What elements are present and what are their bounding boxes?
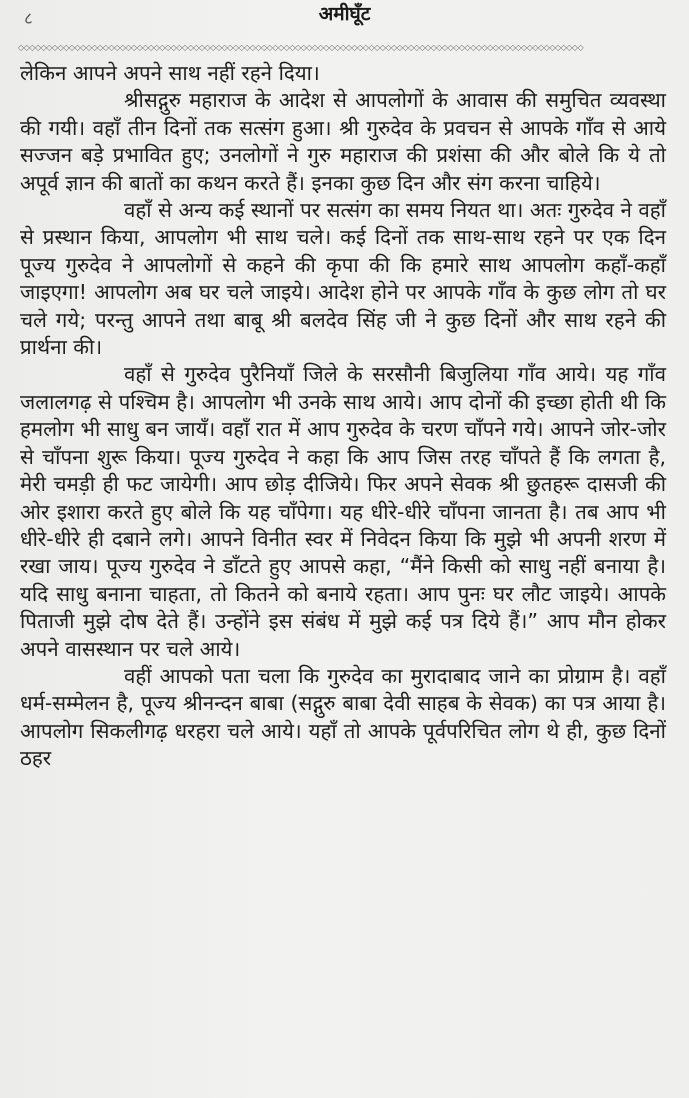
page-header bbox=[0, 0, 689, 52]
paragraph-1: लेकिन आपने अपने साथ नहीं रहने दिया। bbox=[20, 61, 320, 85]
paragraph-5: वहीं आपको पता चला कि गुरुदेव का मुरादाबाद जाने का प्रोग्राम है। वहाँ धर्म-सम्मेलन है, पूज्य श्रीनन्दन बाबा (सद्गुरु बाबा देवी साहब के सेवक) का पत्र आया है। आपलोग सिकलीगढ़ धरहरा चले आये। यहाँ तो आपके पूर्वपरिचित लोग थे ही, कुछ दिनों ठहर bbox=[20, 663, 666, 771]
running-title: अमीघूँट bbox=[318, 3, 371, 25]
paragraph-3: वहाँ से अन्य कई स्थानों पर सत्संग का समय नियत था। अतः गुरुदेव ने वहाँ से प्रस्थान किया, आपलोग भी साथ चले। कई दिनों तक साथ-साथ रहने पर एक दिन पूज्य गुरुदेव ने आपलोगों से कहने की कृपा की कि हमारे साथ आपलोग कहाँ-कहाँ जाइएगा! आपलोग अब घर चले जाइये। आदेश होने पर आपके गाँव के कुछ लोग तो घर चले गये; परन्तु आपने तथा बाबू श्री बलदेव सिंह जी ने कुछ दिनों और साथ रहने की प्रार्थना की। bbox=[20, 198, 667, 360]
paragraph-4: वहाँ से गुरुदेव पुरैनियाँ जिले के सरसौनी बिजुलिया गाँव आये। यह गाँव जलालगढ़ से पश्चिम है। आपलोग भी उनके साथ आये। आप दोनों की इच्छा होती थी कि हमलोग भी साधु बन जायँ। वहाँ रात में आप गुरुदेव के चरण चाँपने गये। आपने जोर-जोर से चाँपना शुरू किया। पूज्य गुरुदेव ने कहा कि आप जिस तरह चाँपते हैं कि लगता है, मेरी चमड़ी ही फट जायेगी। आप छोड़ दीजिये। फिर अपने सेवक श्री छुतहरू दासजी की ओर इशारा करते हुए बोले कि यह चाँपेगा। यह धीरे-धीरे चाँपना जानता है। तब आप भी धीरे-धीरे ही दबाने लगे। आपने विनीत स्वर में निवेदन किया कि मुझे भी अपनी शरण में रखा जाय। पूज्य गुरुदेव ने डाँटते हुए आपसे कहा, “मैंने किसी को साधु नहीं बनाया है। यदि साधु बनाना चाहता, तो कितने को बनाये रहता। आप पुनः घर लौट जाइये। आपके पिताजी मुझे दोष देते हैं। उन्होंने इस संबंध में मुझे कई पत्र दिये हैं।” आप मौन होकर अपने वासस्थान पर चले आये। bbox=[20, 362, 666, 661]
body-text bbox=[20, 60, 666, 773]
paragraph-2: श्रीसद्गुरु महाराज के आदेश से आपलोगों के आवास की समुचित व्यवस्था की गयी। वहाँ तीन दिनों तक सत्संग हुआ। श्री गुरुदेव के प्रवचन से आपके गाँव से आये सज्जन बड़े प्रभावित हुए; उनलोगों ने गुरु महाराज की प्रशंसा की और बोले कि ये तो अपूर्व ज्ञान की बातों का कथन करते हैं। इनका कुछ दिन और संग करना चाहिये। bbox=[20, 88, 666, 195]
ornamental-divider: ◇◇◇◇◇◇◇◇◇◇◇◇◇◇◇◇◇◇◇◇◇◇◇◇◇◇◇◇◇◇◇◇◇◇◇◇◇◇◇◇◇◇◇◇◇◇◇◇◇◇◇◇◇◇◇◇◇◇◇◇◇◇◇◇◇◇◇◇◇◇◇◇◇◇◇◇◇◇◇◇◇◇◇◇◇◇◇◇◇◇◇◇◇◇◇◇◇◇◇◇ bbox=[18, 43, 584, 52]
page-number: ८ bbox=[24, 9, 33, 29]
